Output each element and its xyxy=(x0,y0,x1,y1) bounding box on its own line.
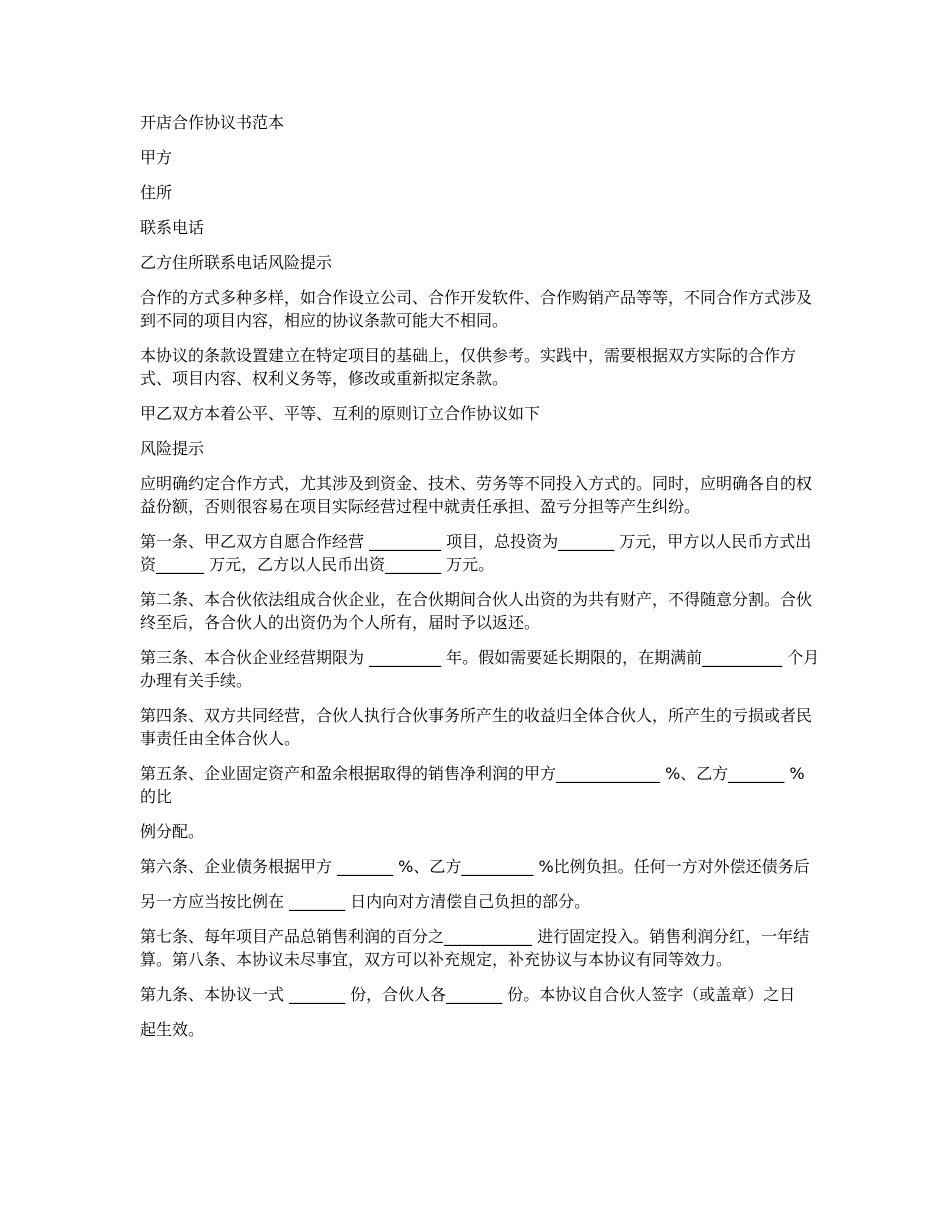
article-2: 第二条、本合伙依法组成合伙企业，在合伙期间合伙人出资的为共有财产，不得随意分割。合伙终至后，各合伙人的出资仍为个人所有，届时予以返还。 xyxy=(140,590,813,632)
risk-heading: 风险提示 xyxy=(140,439,205,458)
document-body xyxy=(140,111,820,1053)
document-title: 开店合作协议书范本 xyxy=(140,113,285,132)
party-b-line: 乙方住所联系电话风险提示 xyxy=(140,253,333,272)
article-4: 第四条、双方共同经营，合伙人执行合伙事务所产生的收益归全体合伙人，所产生的亏损或者民事责任由全体合伙人。 xyxy=(140,706,813,748)
intro-paragraph-2: 本协议的条款设置建立在特定项目的基础上，仅供参考。实践中，需要根据双方实际的合作方式、项目内容、权利义务等，修改或重新拟定条款。 xyxy=(140,346,797,388)
article-6: 第六条、企业债务根据甲方 _______ %、乙方_________ %比例负担。任何一方对外偿还债务后 xyxy=(140,857,810,876)
article-5: 第五条、企业固定资产和盈余根据取得的销售净利润的甲方_____________ %、乙方_______ %的比 xyxy=(140,764,805,806)
address-label: 住所 xyxy=(140,183,173,202)
intro-paragraph-3: 甲乙双方本着公平、平等、互利的原则订立合作协议如下 xyxy=(140,404,541,423)
article-7-8: 第七条、每年项目产品总销售利润的百分之___________ 进行固定投入。销售利润分红，一年结算。第八条、本协议未尽事宜，双方可以补充规定，补充协议与本协议有同等效力。 xyxy=(140,927,810,969)
intro-paragraph-1: 合作的方式多种多样，如合作设立公司、合作开发软件、合作购销产品等等，不同合作方式涉及到不同的项目内容，相应的协议条款可能大不相同。 xyxy=(140,288,813,330)
article-3: 第三条、本合伙企业经营期限为 _________ 年。假如需要延长期限的，在期满前__________ 个月办理有关手续。 xyxy=(140,648,820,690)
phone-label: 联系电话 xyxy=(140,218,205,237)
article-5-continuation: 例分配。 xyxy=(140,822,205,841)
article-6-continuation: 另一方应当按比例在 _______ 日内向对方清偿自己负担的部分。 xyxy=(140,892,591,911)
party-a-label: 甲方 xyxy=(140,148,173,167)
article-9-continuation: 起生效。 xyxy=(140,1020,205,1039)
article-1: 第一条、甲乙双方自愿合作经营 _________ 项目，总投资为_______ 万元，甲方以人民币方式出资______ 万元，乙方以人民币出资_______ 万元。 xyxy=(140,532,812,574)
article-9: 第九条、本协议一式 _______ 份，合伙人各_______ 份。本协议自合伙人签字（或盖章）之日 xyxy=(140,985,796,1004)
risk-text: 应明确约定合作方式，尤其涉及到资金、技术、劳务等不同投入方式的。同时，应明确各自的权益份额，否则很容易在项目实际经营过程中就责任承担、盈亏分担等产生纠纷。 xyxy=(140,474,813,516)
